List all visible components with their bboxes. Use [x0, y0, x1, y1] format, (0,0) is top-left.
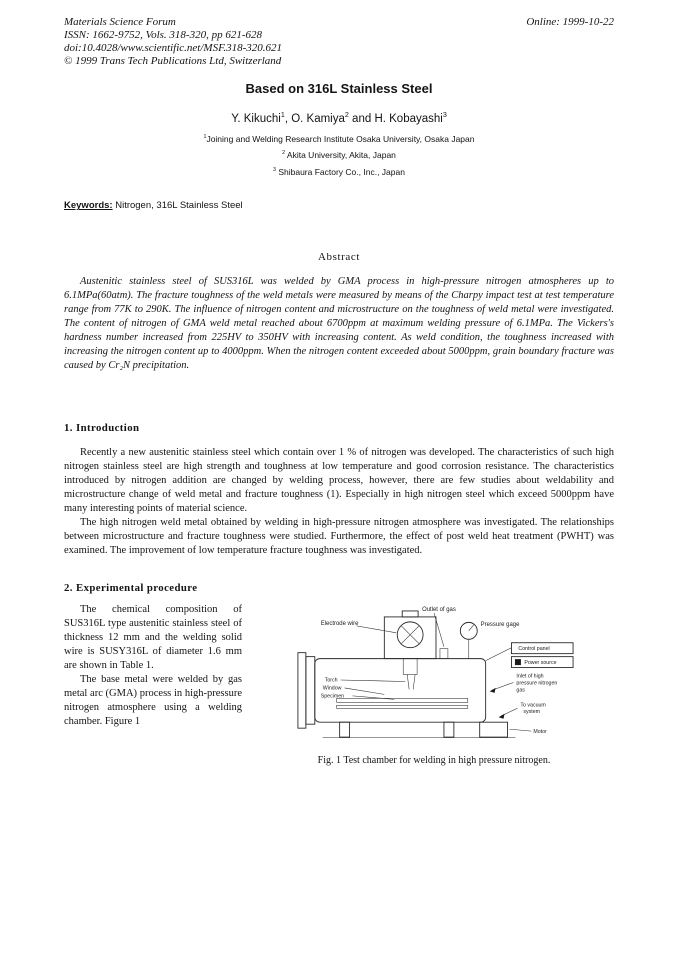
issn-line: ISSN: 1662-9752, Vols. 318-320, pp 621-628 — [64, 28, 262, 41]
affiliation-1-sup: 1 — [203, 133, 207, 140]
author-2-sup: 2 — [344, 110, 349, 119]
abstract-body: Austenitic stainless steel of SUS316L was welded by GMA process in high-pressure nitrogen atmospheres up to 6.1MPa(60atm). The fracture toughness of the weld metals were measured by means of the Charpy impact test at test temperature range from 77K to 290K. The influence of nitrogen content and microstructure on the toughness of weld metal were investigated. The content of nitrogen of GMA weld metal reached about 6700ppm at maximum welding pressure of 6.1MPa. The Vickers's hardness number increased from 225HV to 350HV with increasing content. As weld condition, the toughness increased with increasing the nitrogen content up to 4000ppm. When the nitrogen content exceeded about 5000ppm, grain boundary fracture was caused by Cr₂N precipitation. — [64, 276, 614, 371]
inlet-label-line3: gas — [516, 687, 525, 694]
torch-assembly — [403, 659, 417, 690]
experimental-two-column — [64, 603, 614, 766]
vacuum-label-line1: To vacuum — [520, 702, 546, 709]
affiliations — [64, 131, 614, 181]
affiliation-3-sup: 3 — [273, 167, 276, 173]
affiliation-2-text: Akita University, Akita, Japan — [285, 150, 396, 161]
author-3: H. Kobayashi — [374, 112, 443, 125]
copyright-line: © 1999 Trans Tech Publications Ltd, Switzerland — [64, 54, 282, 67]
section-heading-introduction: 1. Introduction — [64, 422, 140, 435]
keywords-text: Nitrogen, 316L Stainless Steel — [112, 200, 243, 212]
wire-feed-housing — [384, 611, 436, 659]
affiliation-2 — [64, 147, 614, 164]
authors-line — [64, 111, 614, 125]
affiliation-1-text: Joining and Welding Research Institute Osaka University, Osaka Japan — [206, 133, 475, 144]
affiliation-3-text: Shibaura Factory Co., Inc., Japan — [275, 166, 405, 177]
power-source-label: Power source — [524, 660, 557, 667]
experimental-text-column — [64, 603, 242, 766]
vacuum-label-line2: system — [523, 709, 541, 716]
chamber-base — [323, 722, 516, 737]
pressure-gage-label: Pressure gage — [480, 621, 520, 628]
figure-1-test-chamber — [254, 603, 614, 766]
author-2: O. Kamiya — [291, 112, 345, 125]
author-1-sup: 1 — [280, 110, 285, 119]
author-3-sup: 3 — [442, 110, 447, 119]
outlet-of-gas-label: Outlet of gas — [422, 606, 456, 613]
specimen-label: Specimen — [320, 693, 345, 700]
vacuum-arrow — [499, 708, 518, 718]
outlet-pipe — [440, 649, 448, 659]
window-label: Window — [322, 685, 342, 692]
control-panel-label: Control panel — [518, 646, 550, 653]
inlet-label-line2: pressure nitrogen — [516, 680, 558, 687]
keywords-label: Keywords: — [64, 200, 113, 212]
affiliation-1 — [64, 131, 614, 148]
pressure-gauge — [460, 622, 477, 658]
doi-line: doi:10.4028/www.scientific.net/MSF.318-320.621 — [64, 41, 283, 54]
electrode-wire-label: Electrode wire — [320, 620, 359, 627]
paper-title: Based on 316L Stainless Steel — [245, 80, 433, 96]
journal-header — [64, 16, 614, 68]
inlet-label-line1: Inlet of high — [516, 673, 544, 680]
abstract-heading: Abstract — [317, 251, 361, 264]
author-1: Y. Kikuchi — [231, 112, 281, 125]
motor-box — [480, 722, 532, 737]
intro-paragraph-1: Recently a new austenitic stainless steel which contain over 1 % of nitrogen was developed. The characteristics of such high nitrogen stainless steel are high strength and toughness at low temperature and good corrosion resistance. The characteristics introduced by nitrogen addition are changed by welding process, however, there are few studies about weldability and microstructure change of weld metal and fracture toughness (1). Especially in high nitrogen steel which exceed 5000ppm have many interesting points of material science. — [64, 447, 614, 515]
intro-paragraph-2: The high nitrogen weld metal obtained by welding in high-pressure nitrogen atmosphere was investigated. The relationships between microstructure and fracture toughness were studied. Furthermore, the effect of post weld heat treatment (PWHT) was examined. The improvement of low temperature fracture toughness was investigated. — [64, 517, 614, 557]
test-chamber-diagram — [285, 603, 583, 752]
experimental-paragraph-2: The base metal were welded by gas metal arc (GMA) process in high-pressure nitrogen atmosphere using a welding chamber. Figure 1 — [64, 673, 242, 727]
section-heading-experimental: 2. Experimental procedure — [64, 582, 198, 595]
affiliation-3 — [64, 164, 614, 181]
figure-1-caption: Fig. 1 Test chamber for welding in high pressure nitrogen. — [317, 755, 551, 767]
online-date: Online: 1999-10-22 — [526, 16, 614, 28]
author-separator: and — [348, 112, 375, 125]
torch-label: Torch — [324, 677, 338, 684]
affiliation-2-sup: 2 — [282, 150, 286, 157]
motor-label: Motor — [533, 729, 547, 736]
journal-name: Materials Science Forum — [64, 16, 176, 28]
author-separator: , — [284, 112, 292, 125]
keywords-line — [64, 200, 614, 211]
inlet-arrow — [490, 682, 514, 692]
experimental-paragraph-1: The chemical composition of SUS316L type austenitic stainless steel of thickness 12 mm and the welding solid wire is SUSY316L of diameter 1.6 mm are shown in Table 1. — [64, 604, 242, 671]
specimen-stage — [337, 698, 468, 708]
